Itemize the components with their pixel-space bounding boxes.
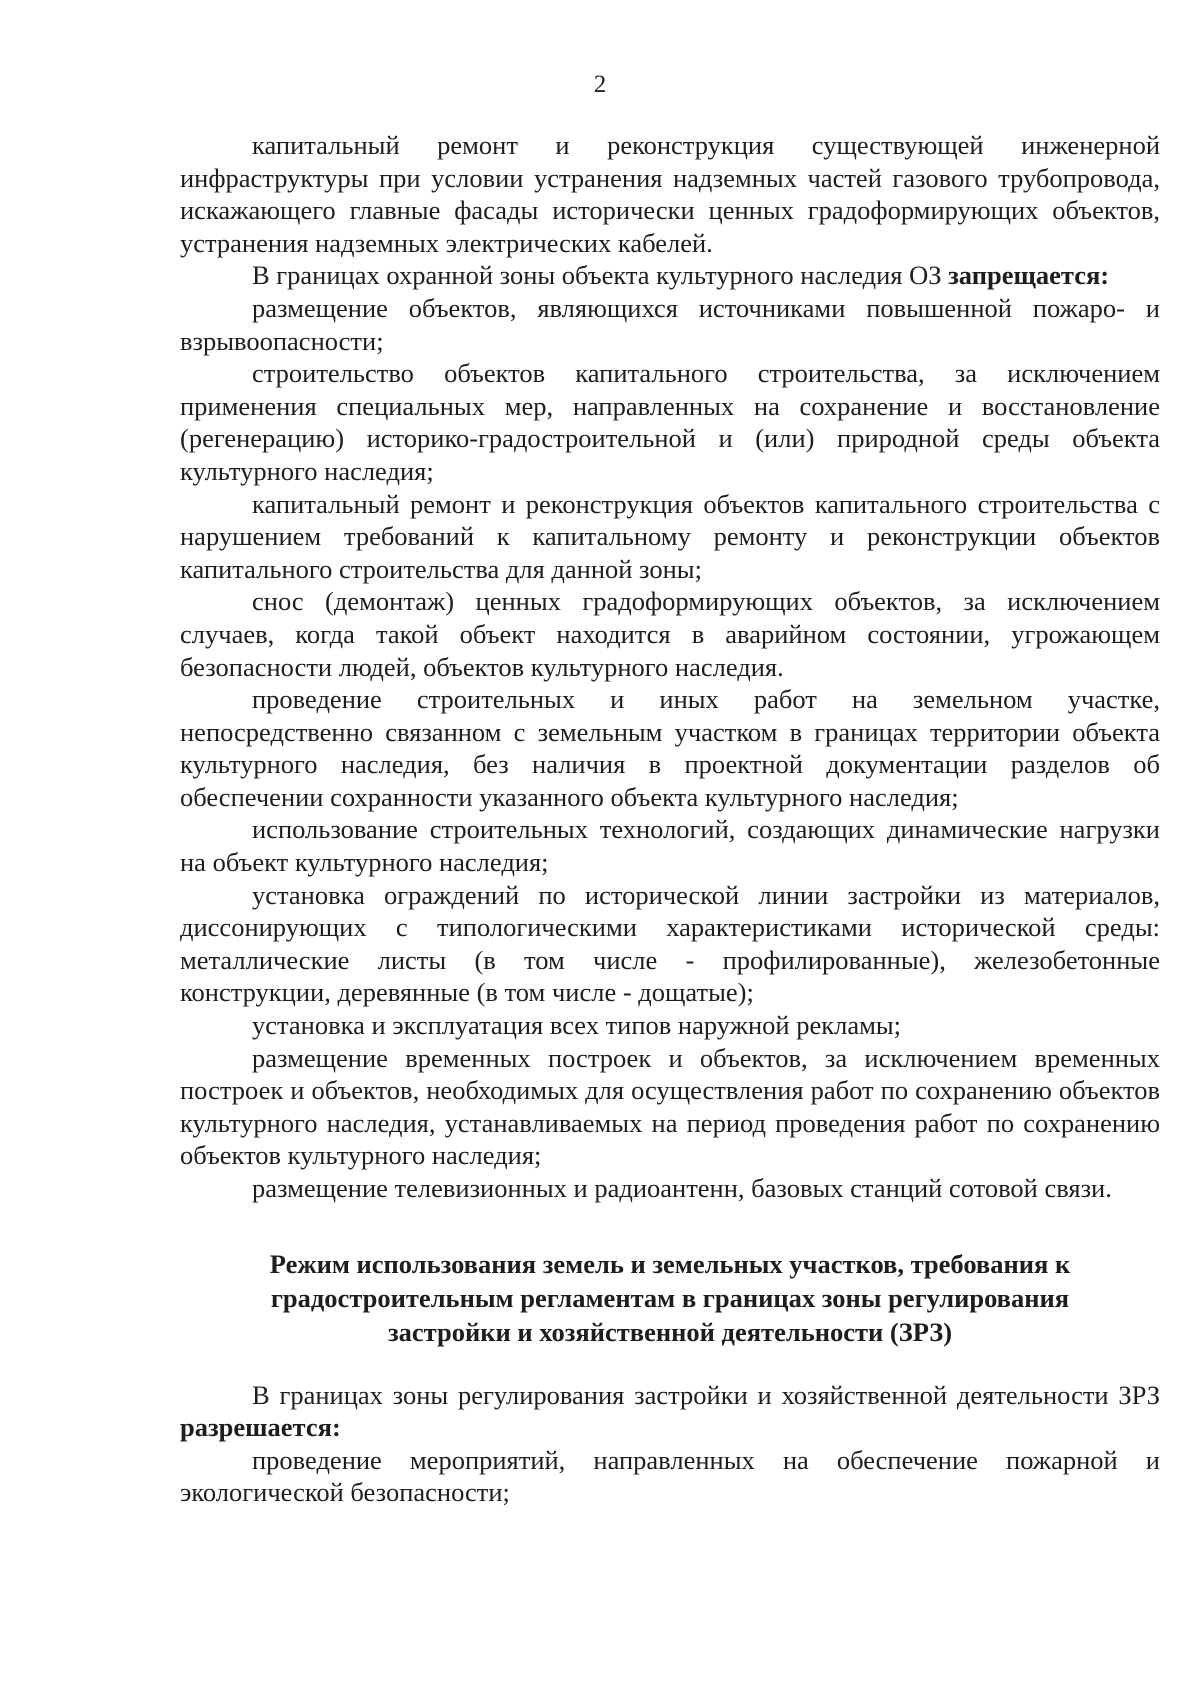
paragraph	[180, 259, 1160, 292]
document-body	[180, 129, 1160, 1509]
top-paragraphs	[180, 129, 1160, 1205]
paragraph-text: капитальный ремонт и реконструкция объектов капитального строительства с нарушением требований к капитальному ремонту и реконструкции объектов капитального строительства для данной зоны;	[180, 488, 1160, 584]
paragraph	[180, 683, 1160, 813]
paragraph	[180, 488, 1160, 586]
paragraph-text: проведение мероприятий, направленных на обеспечение пожарной и экологической безопасности;	[180, 1444, 1160, 1508]
paragraph	[180, 129, 1160, 259]
paragraph-text: проведение строительных и иных работ на земельном участке, непосредственно связанном с земельным участком в границах территории объекта культурного наследия, без наличия в проектной документации разделов об обеспечении сохранности указанного объекта культурного наследия;	[180, 684, 1160, 812]
paragraph	[180, 1379, 1160, 1444]
paragraph-text: установка и эксплуатация всех типов наружной рекламы;	[252, 1010, 902, 1041]
paragraph	[180, 813, 1160, 878]
section-heading: Режим использования земель и земельных участков, требования к градостроительным регламентам в границах зоны регулирования застройки и хозяйственной деятельности (ЗРЗ)	[269, 1248, 1071, 1347]
paragraph-emphasis: разрешается:	[180, 1412, 341, 1443]
paragraph	[180, 585, 1160, 683]
bottom-paragraphs	[180, 1379, 1160, 1509]
paragraph-text: установка ограждений по исторической линии застройки из материалов, диссонирующих с типологическими характеристиками исторической среды: металлические листы (в том числе - профилированные), железобетонные конструкции, деревянные (в том числе - дощатые);	[180, 879, 1160, 1008]
paragraph-text: В границах охранной зоны объекта культурного наследия ОЗ	[252, 260, 942, 291]
paragraph	[180, 1009, 1160, 1042]
paragraph-text: размещение объектов, являющихся источниками повышенной пожаро- и взрывоопасности;	[180, 292, 1160, 356]
paragraph-emphasis: запрещается:	[948, 260, 1110, 291]
paragraph-text: В границах зоны регулирования застройки и хозяйственной деятельности ЗРЗ	[252, 1379, 1160, 1410]
paragraph	[180, 357, 1160, 487]
paragraph	[180, 292, 1160, 357]
paragraph	[180, 879, 1160, 1009]
paragraph-text: использование строительных технологий, создающих динамические нагрузки на объект культурного наследия;	[180, 814, 1160, 878]
paragraph	[180, 1042, 1160, 1172]
page-number: 2	[593, 71, 607, 98]
paragraph-text: капитальный ремонт и реконструкция существующей инженерной инфраструктуры при условии устранения надземных частей газового трубопровода, искажающего главные фасады исторически ценных градоформирующих объектов, устранения надземных электрических кабелей.	[180, 130, 1160, 258]
paragraph-text: размещение телевизионных и радиоантенн, базовых станций сотовой связи.	[252, 1173, 1112, 1203]
paragraph	[180, 1172, 1160, 1205]
paragraph-text: строительство объектов капитального строительства, за исключением применения специальных мер, направленных на сохранение и восстановление (регенерацию) историко-градостроительной и (или) природной среды объекта культурного наследия;	[180, 358, 1160, 486]
paragraph	[180, 1444, 1160, 1509]
paragraph-text: размещение временных построек и объектов, за исключением временных построек и объектов, необходимых для осуществления работ по сохранению объектов культурного наследия, устанавливаемых на период проведения работ по сохранению объектов культурного наследия;	[180, 1042, 1160, 1171]
spacer	[180, 1349, 1160, 1379]
paragraph-text: снос (демонтаж) ценных градоформирующих объектов, за исключением случаев, когда такой объект находится в аварийном состоянии, угрожающем безопасности людей, объектов культурного наследия.	[180, 586, 1160, 682]
